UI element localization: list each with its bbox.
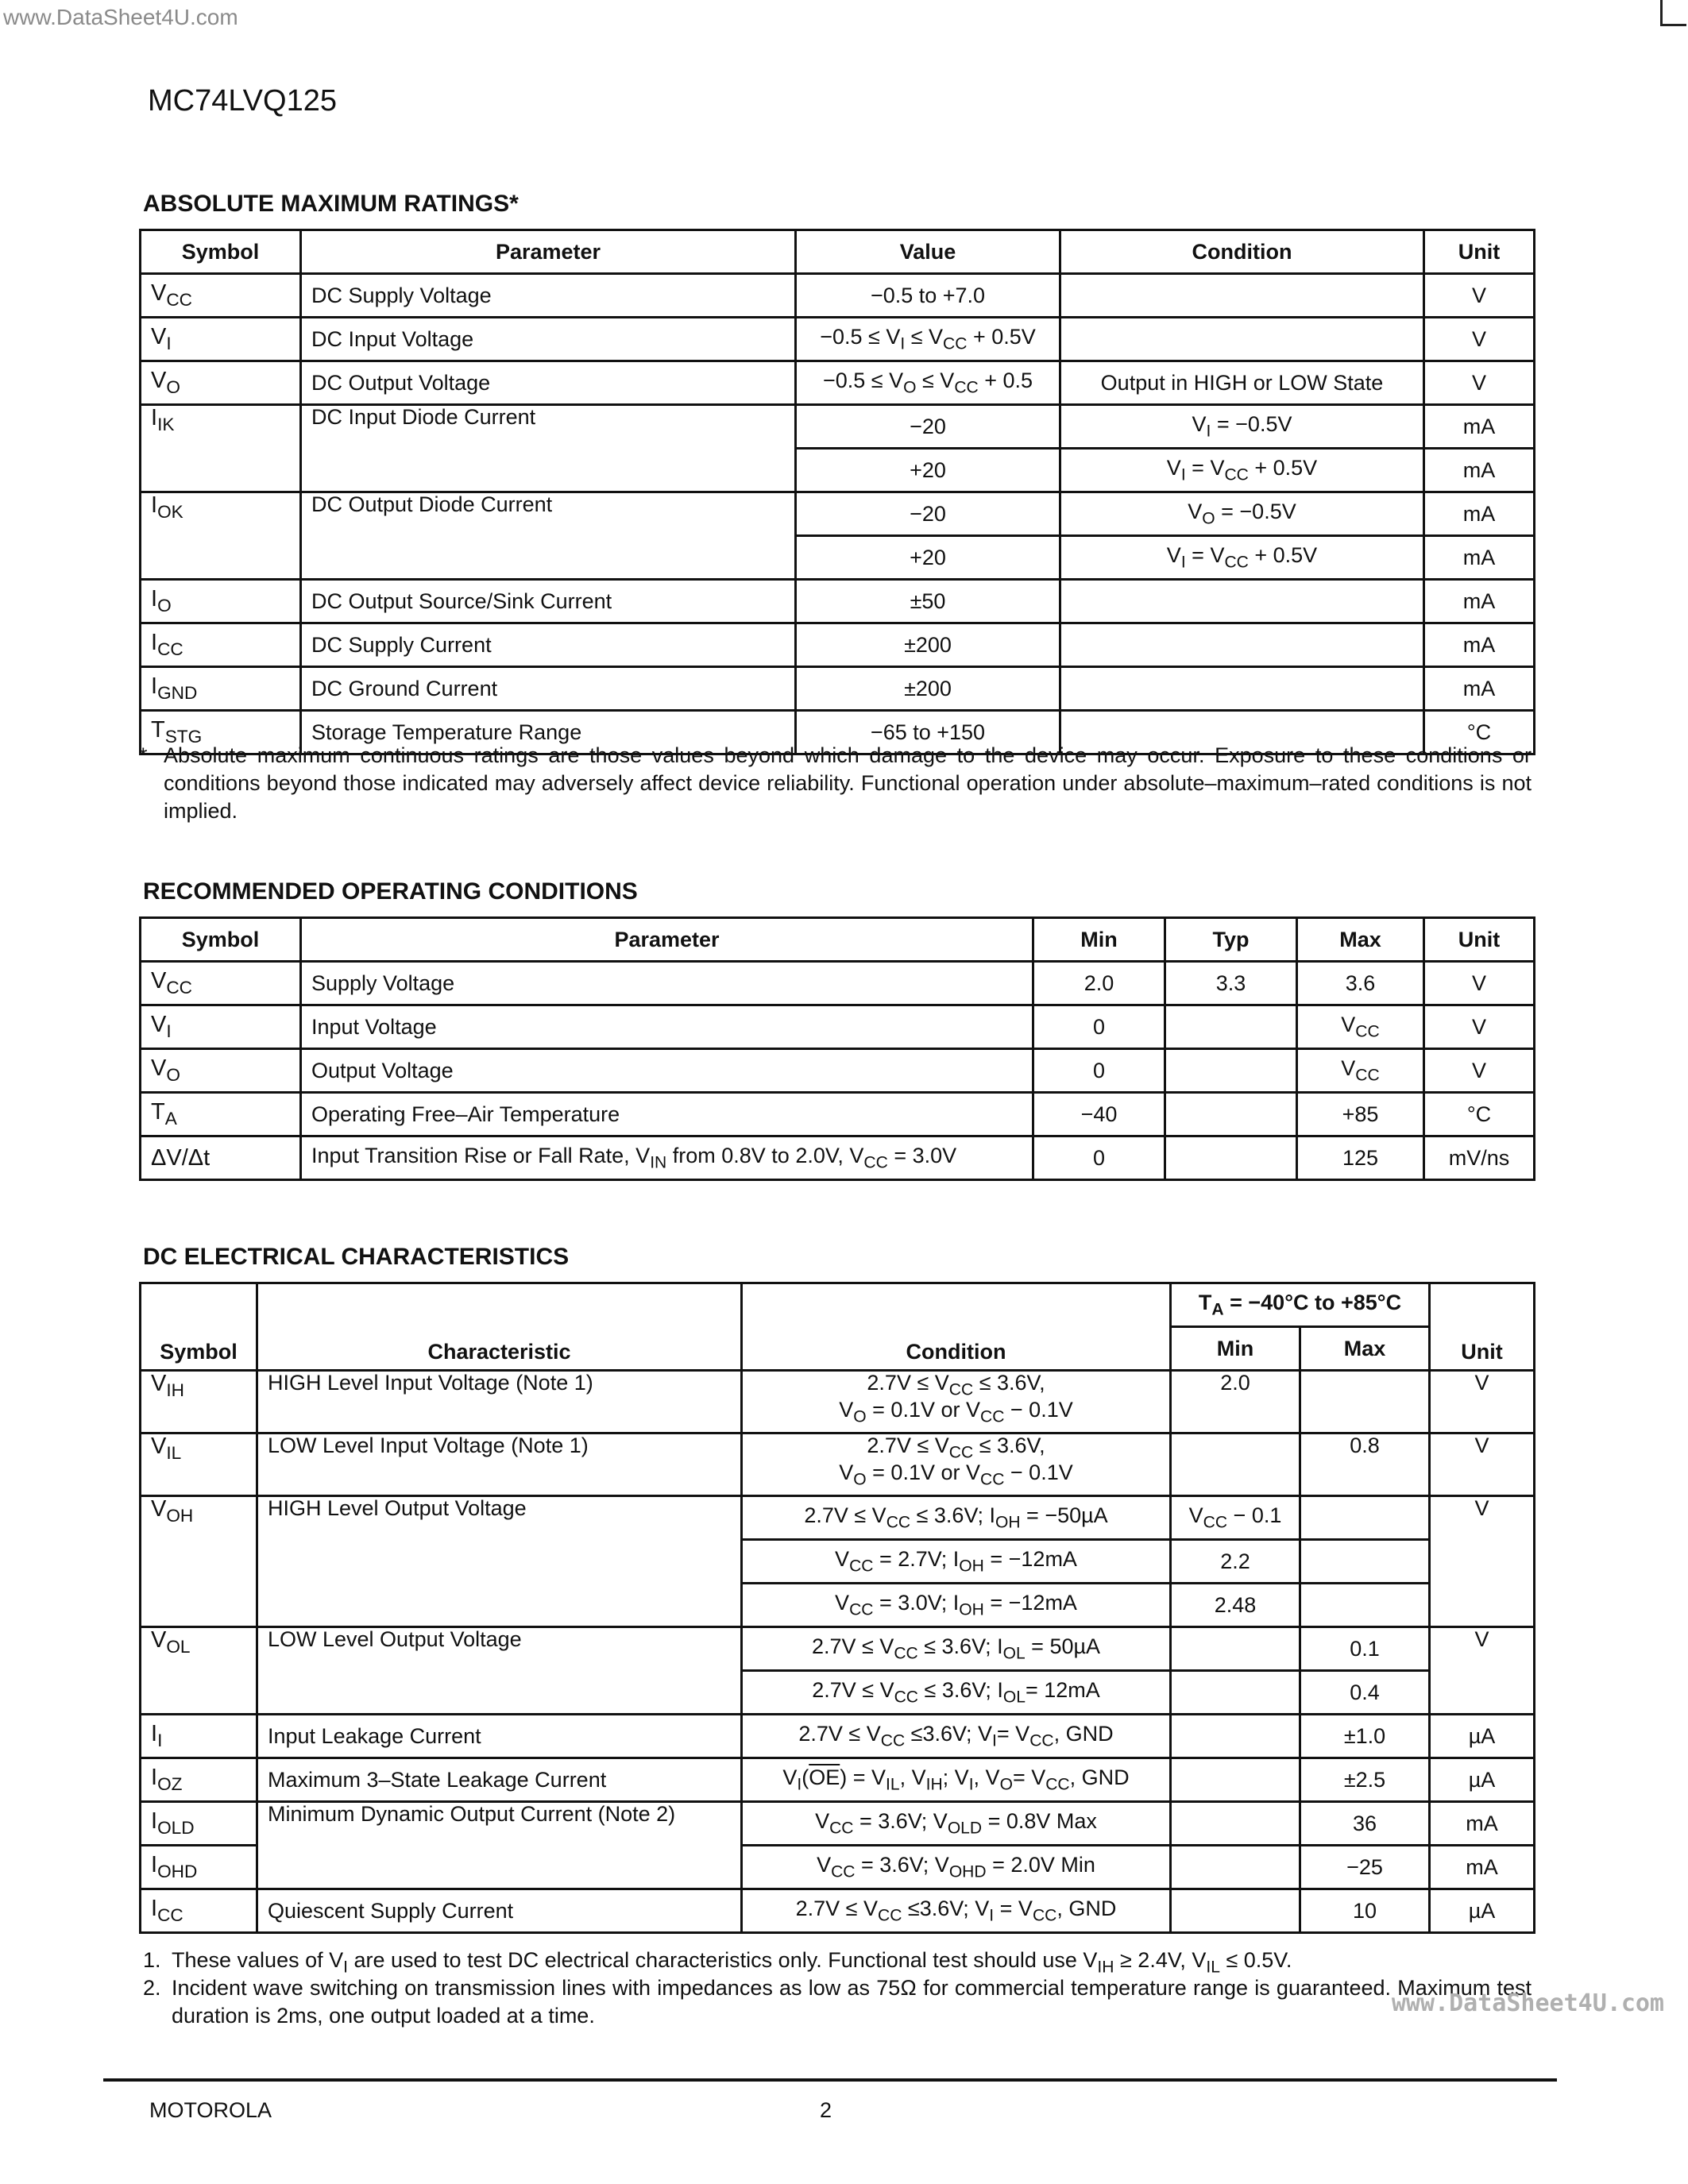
min-cell — [1171, 1627, 1300, 1671]
value-cell: +20 — [796, 536, 1060, 580]
symbol-cell: $I_{CC}$ — [141, 1889, 257, 1933]
amr-header-unit: Unit — [1424, 230, 1535, 274]
typ-cell — [1165, 1136, 1297, 1180]
min-cell — [1171, 1802, 1300, 1846]
max-cell — [1300, 1540, 1430, 1584]
unit-cell: mA — [1424, 449, 1535, 492]
value-cell: $-0.5 \le V_O \le V_{CC} + 0.5$ — [796, 361, 1060, 405]
roc-header-max: Max — [1297, 918, 1424, 962]
min-cell: 2.2 — [1171, 1540, 1300, 1584]
table-row — [141, 1496, 1535, 1540]
max-cell: 3.6 — [1297, 962, 1424, 1005]
max-cell: 10 — [1300, 1889, 1430, 1933]
symbol-cell: $I_{IK}$ — [141, 405, 301, 492]
condition-cell — [1060, 667, 1424, 711]
characteristic-cell: Maximum 3–State Leakage Current — [257, 1758, 742, 1802]
condition-cell: $V_I = V_{CC} + 0.5V$ — [1060, 536, 1424, 580]
symbol-cell: $I_{OLD}$ — [141, 1802, 257, 1846]
condition-cell: $2.7V \le V_{CC} \le 3.6V$; $V_I= V_{CC}$, GND — [742, 1715, 1171, 1758]
amr-header-row — [141, 230, 1535, 274]
max-cell: $V_{CC}$ — [1297, 1049, 1424, 1093]
max-cell: 0.4 — [1300, 1671, 1430, 1715]
symbol-cell: $V_{OL}$ — [141, 1627, 257, 1715]
dc-note-1-number: 1. — [143, 1948, 161, 1972]
parameter-cell: DC Supply Voltage — [301, 274, 796, 318]
condition-cell — [1060, 623, 1424, 667]
symbol-cell: $I_O$ — [141, 580, 301, 623]
roc-section-title: RECOMMENDED OPERATING CONDITIONS — [143, 878, 638, 905]
dc-header-max: Max — [1300, 1327, 1430, 1371]
min-cell — [1171, 1846, 1300, 1889]
min-cell — [1171, 1758, 1300, 1802]
condition-cell — [1060, 318, 1424, 361]
parameter-cell: Output Voltage — [301, 1049, 1033, 1093]
max-cell: ±2.5 — [1300, 1758, 1430, 1802]
symbol-cell: $T_{STG}$ — [141, 711, 301, 754]
dc-header-symbol: Symbol — [141, 1283, 257, 1371]
unit-cell: mA — [1424, 492, 1535, 536]
unit-cell: V — [1430, 1627, 1535, 1715]
unit-cell: V — [1430, 1496, 1535, 1627]
table-row — [141, 1433, 1535, 1496]
condition-cell: $2.7V \le V_{CC} \le 3.6V$; $I_{OL}= 12mA$ — [742, 1671, 1171, 1715]
table-row — [141, 492, 1535, 536]
unit-cell: V — [1430, 1433, 1535, 1496]
roc-header-typ: Typ — [1165, 918, 1297, 962]
symbol-cell: $I_{OK}$ — [141, 492, 301, 580]
unit-cell: µA — [1430, 1715, 1535, 1758]
symbol-cell: $I_{CC}$ — [141, 623, 301, 667]
amr-header-symbol: Symbol — [141, 230, 301, 274]
condition-cell — [1060, 274, 1424, 318]
min-cell: 0 — [1033, 1005, 1165, 1049]
unit-cell: mA — [1430, 1802, 1535, 1846]
unit-cell: °C — [1424, 1093, 1535, 1136]
max-cell: +85 — [1297, 1093, 1424, 1136]
characteristic-cell: HIGH Level Input Voltage (Note 1) — [257, 1371, 742, 1433]
symbol-cell: $V_{CC}$ — [141, 274, 301, 318]
condition-cell: $V_I(\overline{OE}) = V_{IL}$, $V_{IH}$; $V_I$, $V_O= V_{CC}$, GND — [742, 1758, 1171, 1802]
min-cell: −40 — [1033, 1093, 1165, 1136]
value-cell: −65 to +150 — [796, 711, 1060, 754]
min-cell: 2.0 — [1171, 1371, 1300, 1433]
symbol-cell: $V_I$ — [141, 318, 301, 361]
table-row — [141, 1005, 1535, 1049]
symbol-cell: $I_{OHD}$ — [141, 1846, 257, 1889]
table-row — [141, 1627, 1535, 1671]
condition-cell: $V_{CC} = 2.7V$; $I_{OH} = -12mA$ — [742, 1540, 1171, 1584]
condition-cell: $2.7V \le V_{CC} \le 3.6V$; $I_{OL} = 50\mu A$ — [742, 1627, 1171, 1671]
min-cell: 0 — [1033, 1136, 1165, 1180]
roc-header-symbol: Symbol — [141, 918, 301, 962]
symbol-cell: $I_I$ — [141, 1715, 257, 1758]
symbol-cell: $T_A$ — [141, 1093, 301, 1136]
characteristic-cell: Input Leakage Current — [257, 1715, 742, 1758]
characteristic-cell: HIGH Level Output Voltage — [257, 1496, 742, 1627]
table-row — [141, 361, 1535, 405]
symbol-cell: $V_{OH}$ — [141, 1496, 257, 1627]
max-cell: 0.1 — [1300, 1627, 1430, 1671]
watermark-top[interactable]: www.DataSheet4U.com — [3, 5, 238, 29]
unit-cell: µA — [1430, 1758, 1535, 1802]
roc-header-unit: Unit — [1424, 918, 1535, 962]
value-cell: ±200 — [796, 623, 1060, 667]
max-cell — [1300, 1496, 1430, 1540]
parameter-cell: DC Input Voltage — [301, 318, 796, 361]
roc-header-parameter: Parameter — [301, 918, 1033, 962]
table-row — [141, 667, 1535, 711]
amr-header-condition: Condition — [1060, 230, 1424, 274]
dc-note-2: Incident wave switching on transmission lines with impedances as low as 75Ω for commercial temperature range is guaranteed. Maximum test duration is 2ms, one output loaded at a time. — [172, 1976, 1532, 2028]
table-row — [141, 405, 1535, 449]
unit-cell: mA — [1424, 405, 1535, 449]
condition-cell: $2.7V \le V_{CC} \le 3.6V$, $V_O = 0.1V$ or $V_{CC} - 0.1V$ — [742, 1433, 1171, 1496]
value-cell: +20 — [796, 449, 1060, 492]
dc-header-unit: Unit — [1430, 1283, 1535, 1371]
condition-cell: $V_{CC} = 3.6V$; $V_{OLD} = 0.8V$ Max — [742, 1802, 1171, 1846]
parameter-cell: DC Input Diode Current — [301, 405, 796, 492]
dc-note-2-number: 2. — [143, 1976, 161, 2000]
amr-section-title: ABSOLUTE MAXIMUM RATINGS* — [143, 191, 519, 217]
typ-cell — [1165, 1005, 1297, 1049]
parameter-cell: DC Ground Current — [301, 667, 796, 711]
table-row — [141, 1136, 1535, 1180]
max-cell — [1300, 1371, 1430, 1433]
min-cell: $V_{CC} - 0.1$ — [1171, 1496, 1300, 1540]
footer-brand: MOTOROLA — [149, 2098, 272, 2122]
document-title: MC74LVQ125 — [148, 84, 337, 118]
characteristic-cell: Minimum Dynamic Output Current (Note 2) — [257, 1802, 742, 1889]
condition-cell: $2.7V \le V_{CC} \le 3.6V$; $V_I = V_{CC}$, GND — [742, 1889, 1171, 1933]
unit-cell: V — [1424, 1005, 1535, 1049]
parameter-cell: DC Output Voltage — [301, 361, 796, 405]
table-row — [141, 1049, 1535, 1093]
min-cell — [1171, 1889, 1300, 1933]
table-row — [141, 1093, 1535, 1136]
table-row — [141, 274, 1535, 318]
symbol-cell: $I_{OZ}$ — [141, 1758, 257, 1802]
symbol-cell: $V_{IH}$ — [141, 1371, 257, 1433]
dc-note-1: These values of $V_I$ are used to test DC electrical characteristics only. Functional test should use $V_{IH} \ge 2.4V$, $V_{IL} \le 0.5V$. — [172, 1948, 1292, 1977]
typ-cell — [1165, 1049, 1297, 1093]
table-row — [141, 962, 1535, 1005]
unit-cell: V — [1424, 361, 1535, 405]
amr-header-parameter: Parameter — [301, 230, 796, 274]
condition-cell: $2.7V \le V_{CC} \le 3.6V$, $V_O = 0.1V$ or $V_{CC} - 0.1V$ — [742, 1371, 1171, 1433]
typ-cell — [1165, 1093, 1297, 1136]
dc-header-ta-range: $T_A = -40^\circ C$ to +85°C — [1171, 1283, 1430, 1327]
unit-cell: V — [1424, 274, 1535, 318]
condition-cell: $V_O = -0.5V$ — [1060, 492, 1424, 536]
unit-cell: V — [1430, 1371, 1535, 1433]
symbol-cell: $V_O$ — [141, 361, 301, 405]
table-row — [141, 623, 1535, 667]
dc-section-title: DC ELECTRICAL CHARACTERISTICS — [143, 1244, 570, 1270]
table-row — [141, 1889, 1535, 1933]
unit-cell: mA — [1430, 1846, 1535, 1889]
table-row — [141, 1371, 1535, 1433]
value-cell: $-0.5 \le V_I \le V_{CC} + 0.5V$ — [796, 318, 1060, 361]
table-row — [141, 1802, 1535, 1846]
unit-cell: µA — [1430, 1889, 1535, 1933]
condition-cell: Output in HIGH or LOW State — [1060, 361, 1424, 405]
symbol-cell: $I_{GND}$ — [141, 667, 301, 711]
unit-cell: V — [1424, 1049, 1535, 1093]
parameter-cell: DC Output Source/Sink Current — [301, 580, 796, 623]
footer-page-number: 2 — [820, 2098, 832, 2122]
max-cell: $V_{CC}$ — [1297, 1005, 1424, 1049]
table-row — [141, 580, 1535, 623]
condition-cell: $V_{CC} = 3.0V$; $I_{OH} = -12mA$ — [742, 1584, 1171, 1627]
max-cell: −25 — [1300, 1846, 1430, 1889]
unit-cell: V — [1424, 962, 1535, 1005]
min-cell — [1171, 1433, 1300, 1496]
value-cell: ±200 — [796, 667, 1060, 711]
min-cell: 0 — [1033, 1049, 1165, 1093]
page-corner-mark — [1660, 0, 1686, 26]
parameter-cell: DC Supply Current — [301, 623, 796, 667]
unit-cell: mA — [1424, 536, 1535, 580]
condition-cell — [1060, 580, 1424, 623]
max-cell: 0.8 — [1300, 1433, 1430, 1496]
symbol-cell: $V_{CC}$ — [141, 962, 301, 1005]
symbol-cell: $V_I$ — [141, 1005, 301, 1049]
dc-header-condition: Condition — [742, 1283, 1171, 1371]
unit-cell: mA — [1424, 580, 1535, 623]
unit-cell: V — [1424, 318, 1535, 361]
unit-cell: mV/ns — [1424, 1136, 1535, 1180]
max-cell: 125 — [1297, 1136, 1424, 1180]
parameter-cell: Storage Temperature Range — [301, 711, 796, 754]
parameter-cell: Operating Free–Air Temperature — [301, 1093, 1033, 1136]
roc-header-row — [141, 918, 1535, 962]
table-row — [141, 1715, 1535, 1758]
amr-header-value: Value — [796, 230, 1060, 274]
min-cell: 2.0 — [1033, 962, 1165, 1005]
parameter-cell: DC Output Diode Current — [301, 492, 796, 580]
characteristic-cell: LOW Level Input Voltage (Note 1) — [257, 1433, 742, 1496]
characteristic-cell: LOW Level Output Voltage — [257, 1627, 742, 1715]
unit-cell: mA — [1424, 667, 1535, 711]
condition-cell: $V_I = -0.5V$ — [1060, 405, 1424, 449]
min-cell: 2.48 — [1171, 1584, 1300, 1627]
roc-table — [139, 916, 1535, 1181]
parameter-cell: Supply Voltage — [301, 962, 1033, 1005]
min-cell — [1171, 1671, 1300, 1715]
dc-header-characteristic: Characteristic — [257, 1283, 742, 1371]
roc-header-min: Min — [1033, 918, 1165, 962]
max-cell — [1300, 1584, 1430, 1627]
parameter-cell: Input Transition Rise or Fall Rate, $V_{IN}$ from 0.8V to 2.0V, $V_{CC} = 3.0V$ — [301, 1136, 1033, 1180]
max-cell: 36 — [1300, 1802, 1430, 1846]
footer-rule — [103, 2078, 1557, 2082]
unit-cell: °C — [1424, 711, 1535, 754]
characteristic-cell: Quiescent Supply Current — [257, 1889, 742, 1933]
condition-cell: $V_{CC} = 3.6V$; $V_{OHD} = 2.0V$ Min — [742, 1846, 1171, 1889]
unit-cell: mA — [1424, 623, 1535, 667]
parameter-cell: Input Voltage — [301, 1005, 1033, 1049]
table-row — [141, 318, 1535, 361]
condition-cell: $2.7V \le V_{CC} \le 3.6V$; $I_{OH} = -50\mu A$ — [742, 1496, 1171, 1540]
dc-header-min: Min — [1171, 1327, 1300, 1371]
watermark-bottom[interactable]: www.DataSheet4U.com — [1391, 1989, 1664, 2017]
table-row — [141, 1758, 1535, 1802]
dc-header-row-1 — [141, 1283, 1535, 1327]
dc-table — [139, 1282, 1535, 1934]
amr-table — [139, 229, 1535, 755]
min-cell — [1171, 1715, 1300, 1758]
value-cell: −20 — [796, 405, 1060, 449]
symbol-cell: $V_{IL}$ — [141, 1433, 257, 1496]
amr-footnote: Absolute maximum continuous ratings are those values beyond which damage to the device may occur. Exposure to these conditions or conditions beyond those indicated may adversely affect device reliability. Functional operation under absolute–maximum–rated conditions is not implied. — [164, 743, 1532, 824]
value-cell: −0.5 to +7.0 — [796, 274, 1060, 318]
value-cell: −20 — [796, 492, 1060, 536]
symbol-cell: $V_O$ — [141, 1049, 301, 1093]
value-cell: ±50 — [796, 580, 1060, 623]
typ-cell: 3.3 — [1165, 962, 1297, 1005]
condition-cell: $V_I = V_{CC} + 0.5V$ — [1060, 449, 1424, 492]
symbol-cell: ΔV/Δt — [141, 1136, 301, 1180]
max-cell: ±1.0 — [1300, 1715, 1430, 1758]
amr-footnote-mark: * — [139, 743, 148, 767]
